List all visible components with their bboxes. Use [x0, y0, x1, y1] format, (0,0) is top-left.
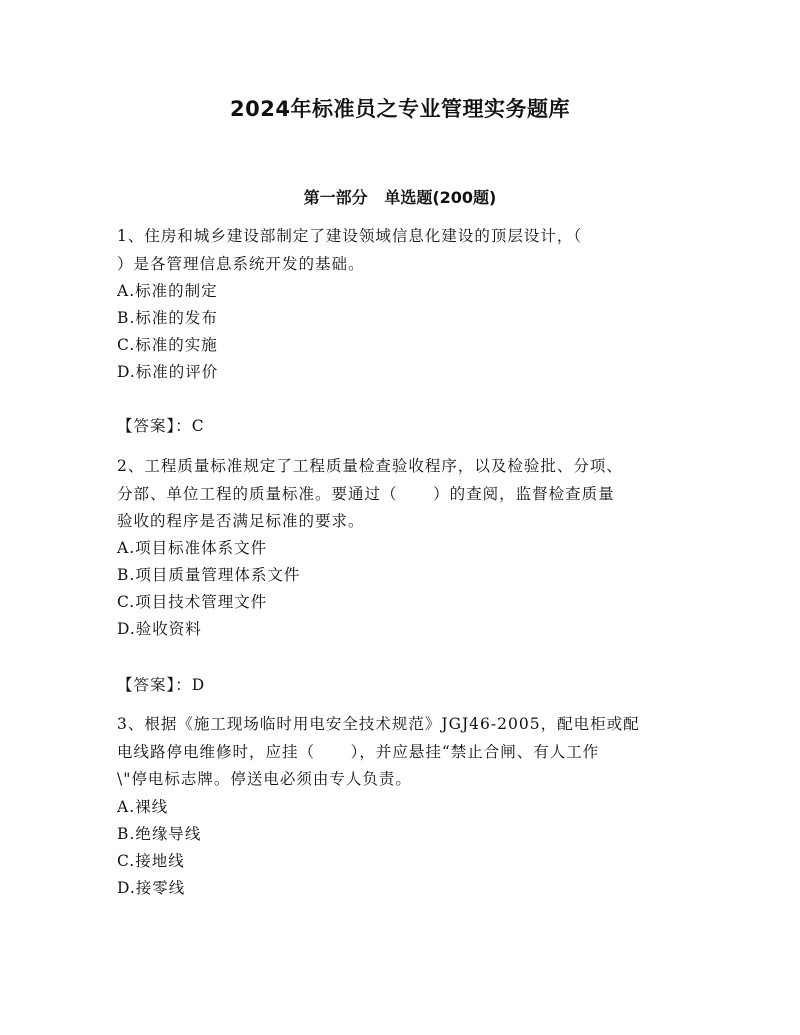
question-1-option-d: D.标准的评价: [117, 363, 219, 381]
question-2-stem-line-1: 2、工程质量标准规定了工程质量检查验收程序，以及检验批、分项、: [117, 457, 623, 475]
question-3-stem-line-3: \"停电标志牌。停送电必须由专人负责。: [117, 770, 412, 788]
question-1-stem-line-1: 1、住房和城乡建设部制定了建设领域信息化建设的顶层设计，（: [117, 227, 583, 245]
section-title: 第一部分 单选题(200题): [303, 188, 497, 207]
question-3-stem-line-1: 3、根据《施工现场临时用电安全技术规范》JGJ46-2005，配电柜或配: [117, 715, 640, 733]
question-2-stem-line-3: 验收的程序是否满足标准的要求。: [117, 512, 365, 530]
question-2-stem-line-2: 分部、单位工程的质量标准。要通过（ ）的查阅，监督检查质量: [117, 485, 615, 503]
question-2-answer: 【答案】：D: [117, 676, 206, 694]
question-2-option-b: B.项目质量管理体系文件: [117, 566, 301, 584]
question-1-option-a: A.标准的制定: [117, 282, 218, 300]
question-2-option-a: A.项目标准体系文件: [117, 539, 268, 557]
question-3-stem-line-2: 电线路停电维修时，应挂（ ），并应悬挂“禁止合闸、有人工作: [117, 743, 600, 761]
question-3-option-b: B.绝缘导线: [117, 825, 202, 843]
question-3-option-d: D.接零线: [117, 879, 186, 897]
question-1-stem-line-2: ）是各管理信息系统开发的基础。: [117, 255, 365, 273]
question-2-option-d: D.验收资料: [117, 620, 202, 638]
document-title: 2024年标准员之专业管理实务题库: [230, 97, 570, 121]
question-3-option-a: A.裸线: [117, 798, 169, 816]
question-1-option-c: C.标准的实施: [117, 336, 218, 354]
question-3-option-c: C.接地线: [117, 852, 185, 870]
question-1-answer: 【答案】：C: [117, 417, 205, 435]
question-1-option-b: B.标准的发布: [117, 309, 218, 327]
question-2-option-c: C.项目技术管理文件: [117, 593, 268, 611]
